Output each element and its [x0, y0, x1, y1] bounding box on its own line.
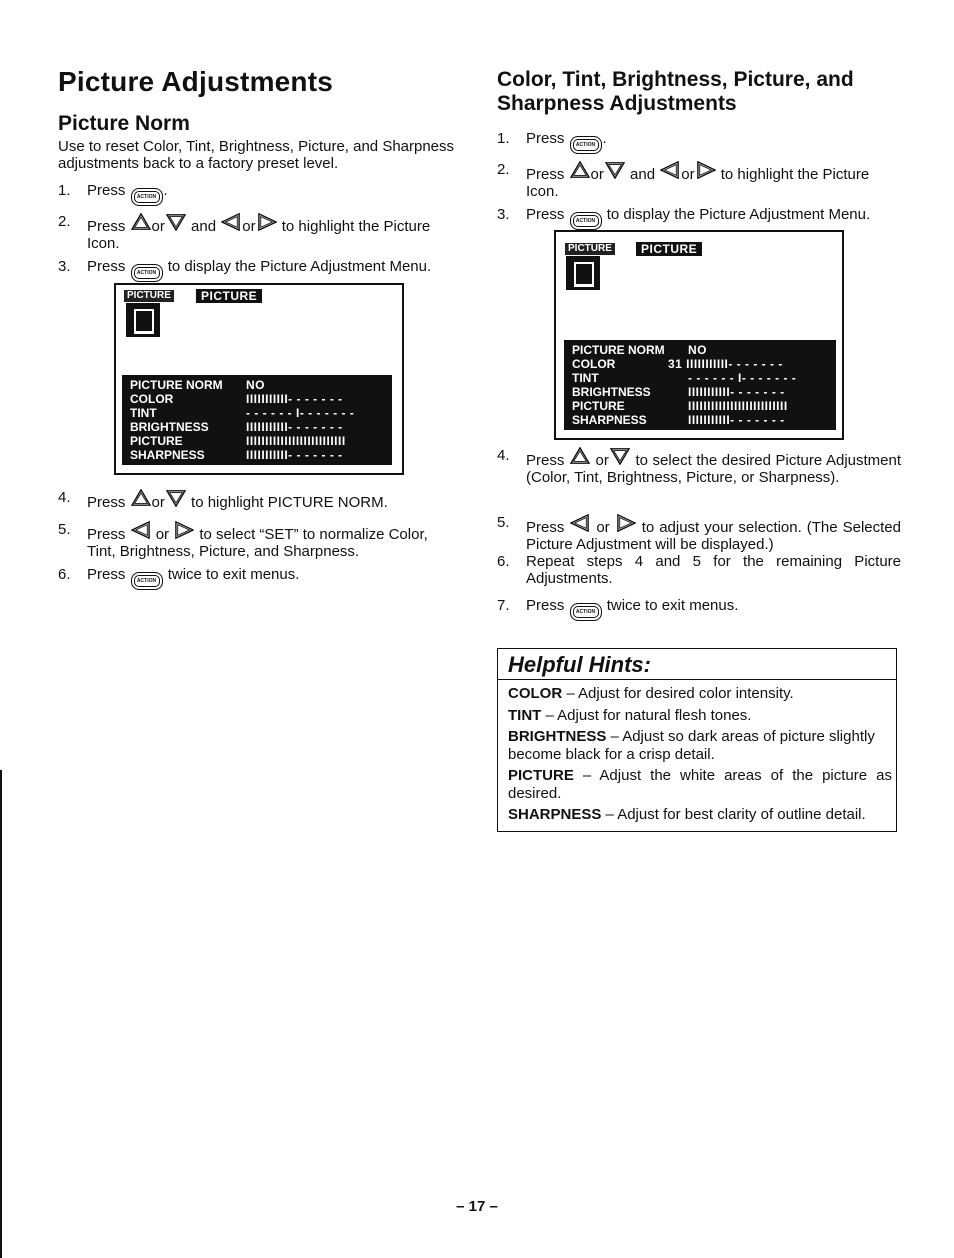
helpful-hints-header [498, 649, 896, 680]
hint-tint: TINT – Adjust for natural flesh tones. [508, 707, 752, 724]
channel-up-icon [131, 489, 151, 507]
left-step-2: 2. Press or and or to highlight the Picture Icon. [58, 213, 431, 252]
menu-row-picture-norm: PICTURE NORM [572, 343, 665, 357]
hint-color: COLOR – Adjust for desired color intensity. [508, 685, 794, 702]
hint-sharpness: SHARPNESS – Adjust for best clarity of outline detail. [508, 806, 866, 823]
channel-up-icon [570, 161, 590, 179]
picture-menu-screen [554, 230, 844, 440]
channel-up-icon [131, 213, 151, 231]
volume-left-icon [660, 161, 680, 179]
hint-brightness: BRIGHTNESS – Adjust so dark areas of picture slightly become black for a crisp detail. [508, 728, 875, 763]
left-step-3: 3. Press ACTION to display the Picture Adjustment Menu. [58, 258, 460, 282]
picture-menu-icon [126, 303, 160, 337]
menu-row-tint: TINT [572, 371, 599, 385]
menu-tab-label: PICTURE [124, 290, 174, 302]
picture-menu-icon [566, 256, 600, 290]
action-button-icon: ACTION [131, 572, 163, 590]
menu-row-picture: PICTURE [130, 434, 183, 448]
right-step-5: 5. Press or to adjust your selection. (The Selected Picture Adjustment will be displayed.) [497, 514, 901, 553]
right-step-6: 6. Repeat steps 4 and 5 for the remaining Picture Adjustments. [497, 553, 901, 587]
menu-row-tint: TINT [130, 406, 157, 420]
volume-left-icon [570, 514, 590, 532]
left-step-6: 6. Press ACTION twice to exit menus. [58, 566, 460, 590]
menu-row-sharpness: SHARPNESS [130, 448, 205, 462]
menu-row-picture: PICTURE [572, 399, 625, 413]
page-title: Picture Adjustments [58, 66, 334, 97]
menu-title: PICTURE [196, 289, 262, 303]
channel-down-icon [610, 447, 630, 465]
left-step-4: 4. Press or to highlight PICTURE NORM. [58, 489, 388, 511]
right-step-1: 1. Press ACTION . [497, 130, 901, 154]
helpful-hints-box [497, 648, 897, 832]
page-edge-rule [0, 770, 2, 1258]
right-step-4: 4. Press or to select the desired Picture Adjustment (Color, Tint, Brightness, Picture, or Sharpness). [497, 447, 902, 486]
menu-row-color: COLOR [130, 392, 174, 406]
hint-picture: PICTURE – Adjust the white areas of the picture as desired. [508, 767, 892, 802]
left-step-5: 5. Press or to select “SET” to normalize Color, Tint, Brightness, Picture, and Sharpness. [58, 521, 428, 560]
picture-menu-screen [114, 283, 404, 475]
action-button-icon: ACTION [131, 264, 163, 282]
section-heading-picture-norm: Picture Norm [58, 112, 190, 135]
channel-down-icon [605, 161, 625, 179]
helpful-hints-title: Helpful Hints: [508, 652, 651, 677]
channel-down-icon [166, 213, 186, 231]
intro-text: Use to reset Color, Tint, Brightness, Picture, and Sharpness adjustments back to a factory preset level. [58, 138, 455, 172]
channel-up-icon [570, 447, 590, 465]
section-heading-adjustments: Color, Tint, Brightness, Picture, and Sharpness Adjustments [497, 68, 854, 115]
right-step-2: 2. Press or and or to highlight the Picture Icon. [497, 161, 870, 200]
menu-row-color: COLOR [572, 357, 616, 371]
right-step-3: 3. Press ACTION to display the Picture Adjustment Menu. [497, 206, 901, 230]
action-button-icon: ACTION [131, 188, 163, 206]
menu-row-brightness: BRIGHTNESS [572, 385, 651, 399]
menu-tab-label: PICTURE [565, 243, 615, 255]
menu-title: PICTURE [636, 242, 702, 256]
menu-row-picture-norm: PICTURE NORM [130, 378, 223, 392]
volume-right-icon [174, 521, 194, 539]
channel-down-icon [166, 489, 186, 507]
page-number: – 17 – [456, 1198, 498, 1215]
volume-left-icon [131, 521, 151, 539]
volume-right-icon [696, 161, 716, 179]
picture-menu-list: PICTURE NORM NO COLOR 31 IIIIIIIIIII- - - - - - - TINT - - - - - - I- - - - - - - BRIGHTNESS IIIIIIIIIII- - - - - - - PICTURE IIIIIIIIIIIIIIIIIIIIIIIIII SHARPNESS IIIIIIIIIII- - - - - - - [564, 340, 836, 430]
picture-menu-list: PICTURE NORM NO COLOR IIIIIIIIIII- - - - - - - TINT - - - - - - I- - - - - - - BRIGHTNESS IIIIIIIIIII- - - - - - - PICTURE IIIIIIIIIIIIIIIIIIIIIIIIII SHARPNESS IIIIIIIIIII- - - - - - - [122, 375, 392, 465]
right-step-7: 7. Press ACTION twice to exit menus. [497, 597, 901, 621]
volume-left-icon [221, 213, 241, 231]
action-button-icon: ACTION [570, 212, 602, 230]
action-button-icon: ACTION [570, 136, 602, 154]
menu-row-sharpness: SHARPNESS [572, 413, 647, 427]
left-step-1: 1. Press ACTION . [58, 182, 458, 206]
menu-row-brightness: BRIGHTNESS [130, 420, 209, 434]
volume-right-icon [616, 514, 636, 532]
volume-right-icon [257, 213, 277, 231]
action-button-icon: ACTION [570, 603, 602, 621]
